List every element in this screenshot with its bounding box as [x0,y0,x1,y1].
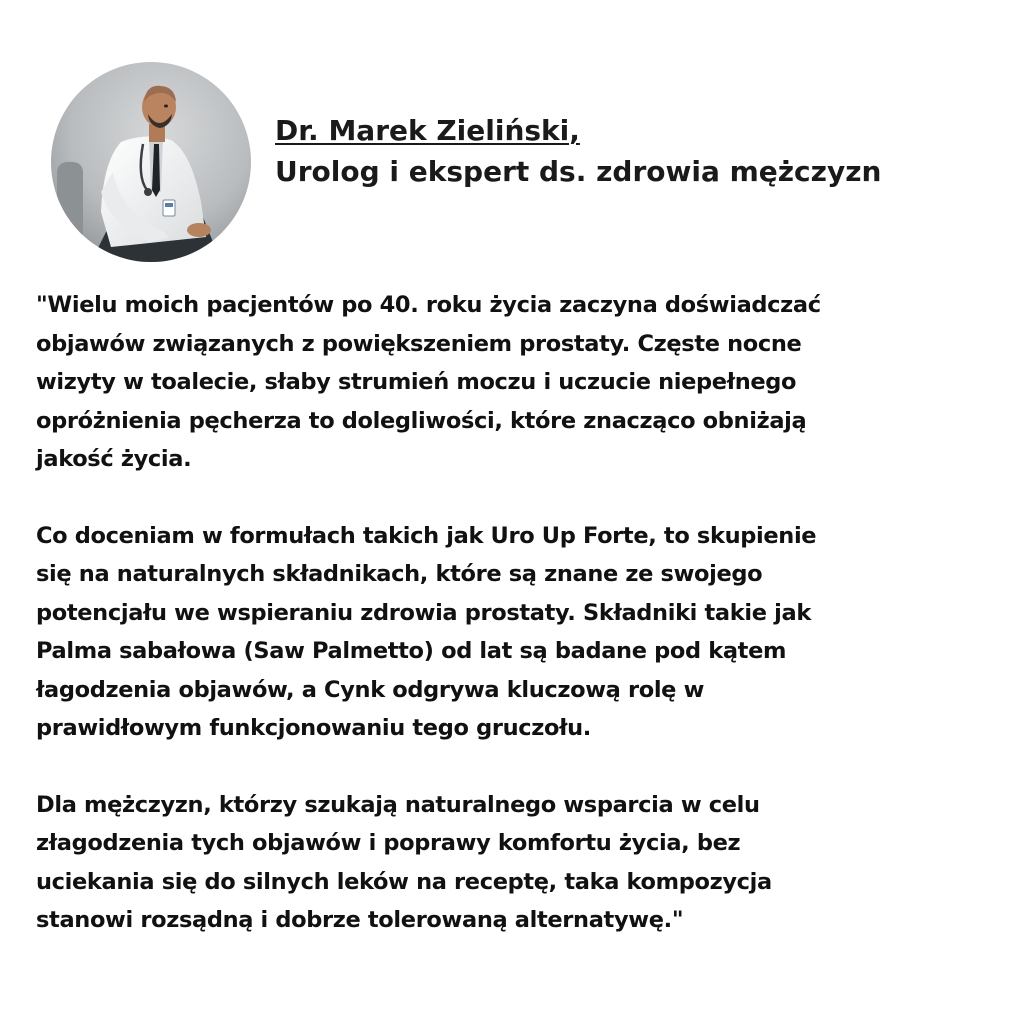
quote-line: łagodzenia objawów, a Cynk odgrywa kluczową rolę w [36,676,705,703]
doctor-photo [51,62,251,262]
quote-line: "Wielu moich pacjentów po 40. roku życia zaczyna doświadczać [36,292,821,318]
author-avatar [51,62,251,262]
quote-line: Co doceniam w formułach takich jak Uro Up Forte, to skupienie [36,522,817,549]
quote-line: Dla mężczyzn, którzy szukają naturalnego wsparcia w celu [36,791,760,818]
quote-line: potencjału we wspieraniu zdrowia prostaty. Składniki takie jak [36,599,811,626]
quote-line: prawidłowym funkcjonowaniu tego gruczołu. [36,715,591,741]
quote-line: Palma sabałowa (Saw Palmetto) od lat są badane pod kątem [36,638,787,664]
quote-paragraph-3 [36,786,991,940]
quote-paragraph-2 [36,517,991,748]
quote-line: się na naturalnych składnikach, które są znane ze swojego [36,561,763,587]
quote-line: wizyty w toalecie, słaby strumień moczu i uczucie niepełnego [36,369,797,395]
quote-line: złagodzenia tych objawów i poprawy komfortu życia, bez [36,830,741,856]
author-name[interactable]: Dr. Marek Zieliński, [275,114,580,147]
quote-line: opróżnienia pęcherza to dolegliwości, które znacząco obniżają [36,407,807,434]
author-role: Urolog i ekspert ds. zdrowia mężczyzn [275,155,882,188]
quote-line: objawów związanych z powiększeniem prostaty. Częste nocne [36,330,802,357]
author-block [275,110,975,192]
quote-paragraph-1 [36,286,991,479]
quote-line: stanowi rozsądną i dobrze tolerowaną alternatywę." [36,907,684,933]
quote-line: jakość życia. [36,446,192,472]
quote-line: uciekania się do silnych leków na receptę, taka kompozycja [36,868,772,895]
testimonial-quote [36,286,991,978]
